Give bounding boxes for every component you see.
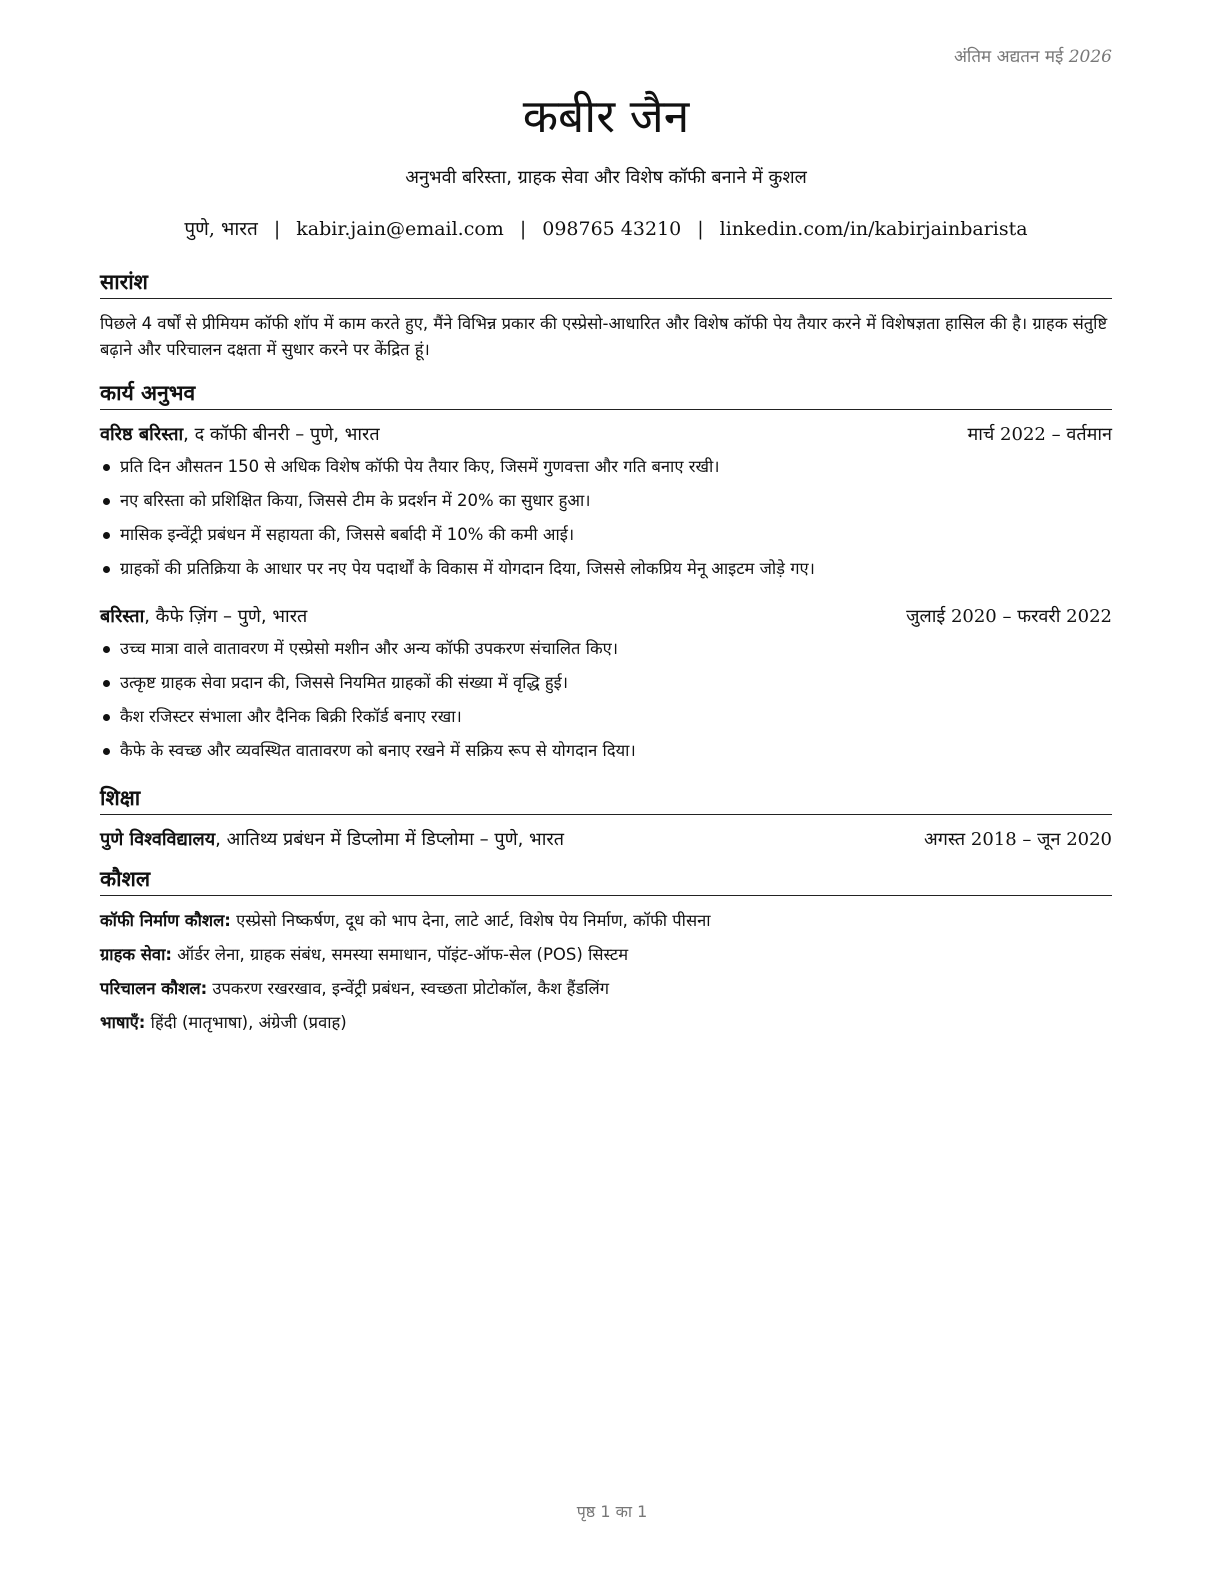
job-role: वरिष्ठ बरिस्ता <box>100 424 184 445</box>
list-item <box>100 734 1112 768</box>
bullet-icon <box>103 680 110 687</box>
bullet-text: कैश रजिस्टर संभाला और दैनिक बिक्री रिकॉर्ड बनाए रखा। <box>120 707 462 726</box>
job-entry <box>100 422 1112 586</box>
contact-email[interactable]: kabir.jain@email.com <box>296 218 504 240</box>
skills-label: भाषाएँ: <box>100 1013 146 1032</box>
last-updated-label: अंतिम अद्यतन मई <box>953 47 1064 67</box>
contact-separator: | <box>697 218 704 240</box>
bullet-icon <box>103 566 110 573</box>
bullet-text: ग्राहकों की प्रतिक्रिया के आधार पर नए पेय पदार्थों के विकास में योगदान दिया, जिससे लोकप्रिय मेनू आइटम जोड़े गए। <box>120 559 815 578</box>
job-header <box>100 604 1112 630</box>
bullet-icon <box>103 748 110 755</box>
bullet-icon <box>103 498 110 505</box>
bullet-text: मासिक इन्वेंट्री प्रबंधन में सहायता की, जिससे बर्बादी में 10% की कमी आई। <box>120 525 575 544</box>
skills-value: ऑर्डर लेना, ग्राहक संबंध, समस्या समाधान, पॉइंट-ऑफ-सेल (POS) सिस्टम <box>171 945 629 964</box>
job-dates: जुलाई 2020 – फरवरी 2022 <box>906 606 1112 627</box>
spacer <box>100 586 1112 604</box>
job-role: बरिस्ता <box>100 606 145 627</box>
bullet-text: उत्कृष्ट ग्राहक सेवा प्रदान की, जिससे नियमित ग्राहकों की संख्या में वृद्धि हुई। <box>120 673 568 692</box>
education-entry <box>100 827 1112 853</box>
job-bullets <box>100 450 1112 586</box>
skills-row <box>100 1006 1112 1040</box>
candidate-headline: अनुभवी बरिस्ता, ग्राहक सेवा और विशेष कॉफी बनाने में कुशल <box>405 167 807 188</box>
bullet-icon <box>103 714 110 721</box>
job-header <box>100 422 1112 448</box>
skills-list <box>100 904 1112 1040</box>
skills-row <box>100 904 1112 938</box>
page-number: पृष्ठ 1 का 1 <box>576 1502 648 1521</box>
list-item <box>100 518 1112 552</box>
skills-label: कॉफी निर्माण कौशल: <box>100 911 231 930</box>
bullet-text: प्रति दिन औसतन 150 से अधिक विशेष कॉफी पेय तैयार किए, जिसमें गुणवत्ता और गति बनाए रखी। <box>120 457 720 476</box>
contact-separator: | <box>519 218 527 240</box>
education-dates: अगस्त 2018 – जून 2020 <box>924 829 1112 850</box>
bullet-icon <box>103 532 110 539</box>
candidate-name: कबीर जैन <box>522 89 690 143</box>
resume-page <box>100 40 1112 1040</box>
skills-label: ग्राहक सेवा: <box>100 945 172 964</box>
list-item <box>100 700 1112 734</box>
list-item <box>100 450 1112 484</box>
contact-line <box>100 216 1112 242</box>
skills-row <box>100 938 1112 972</box>
education-heading: शिक्षा <box>100 784 1112 815</box>
education-detail: , आतिथ्य प्रबंधन में डिप्लोमा में डिप्लोमा – पुणे, भारत <box>215 829 564 850</box>
bullet-icon <box>103 646 110 653</box>
job-entry <box>100 604 1112 768</box>
job-bullets <box>100 632 1112 768</box>
summary-text: पिछले 4 वर्षों से प्रीमियम कॉफी शॉप में काम करते हुए, मैंने विभिन्न प्रकार की एस्प्रेसो-आधारित और विशेष कॉफी पेय तैयार करने में विशेषज्ञता हासिल की है। ग्राहक संतुष्टि बढ़ाने और परिचालन दक्षता में सुधार करने पर केंद्रित हूं। <box>100 314 1108 359</box>
contact-phone: 098765 43210 <box>542 218 682 240</box>
contact-separator: | <box>273 218 281 240</box>
last-updated-year: 2026 <box>1068 47 1112 67</box>
list-item <box>100 632 1112 666</box>
summary-heading: सारांश <box>100 268 1112 299</box>
education-line <box>100 827 564 853</box>
bullet-text: नए बरिस्ता को प्रशिक्षित किया, जिससे टीम के प्रदर्शन में 20% का सुधार हुआ। <box>120 491 591 510</box>
list-item <box>100 484 1112 518</box>
job-employer: , कैफे ज़िंग – पुणे, भारत <box>144 606 308 627</box>
job-title-line <box>100 422 380 448</box>
bullet-text: उच्च मात्रा वाले वातावरण में एस्प्रेसो मशीन और अन्य कॉफी उपकरण संचालित किए। <box>120 639 619 658</box>
experience-heading: कार्य अनुभव <box>100 379 1112 410</box>
job-dates: मार्च 2022 – वर्तमान <box>967 424 1112 445</box>
skills-heading: कौशल <box>100 865 1112 896</box>
bullet-text: कैफे के स्वच्छ और व्यवस्थित वातावरण को बनाए रखने में सक्रिय रूप से योगदान दिया। <box>120 741 636 760</box>
bullet-icon <box>103 464 110 471</box>
contact-location: पुणे, भारत <box>184 218 258 240</box>
skills-value: हिंदी (मातृभाषा), अंग्रेजी (प्रवाह) <box>145 1013 347 1032</box>
list-item <box>100 666 1112 700</box>
education-institution: पुणे विश्वविद्यालय <box>100 829 216 850</box>
skills-value: एस्प्रेसो निष्कर्षण, दूध को भाप देना, लाटे आर्ट, विशेष पेय निर्माण, कॉफी पीसना <box>230 911 711 930</box>
list-item <box>100 552 1112 586</box>
contact-linkedin[interactable]: linkedin.com/in/kabirjainbarista <box>719 218 1028 240</box>
skills-row <box>100 972 1112 1006</box>
job-employer: , द कॉफी बीनरी – पुणे, भारत <box>183 424 380 445</box>
skills-value: उपकरण रखरखाव, इन्वेंट्री प्रबंधन, स्वच्छता प्रोटोकॉल, कैश हैंडलिंग <box>207 979 610 998</box>
job-title-line <box>100 604 307 630</box>
skills-label: परिचालन कौशल: <box>100 979 208 998</box>
